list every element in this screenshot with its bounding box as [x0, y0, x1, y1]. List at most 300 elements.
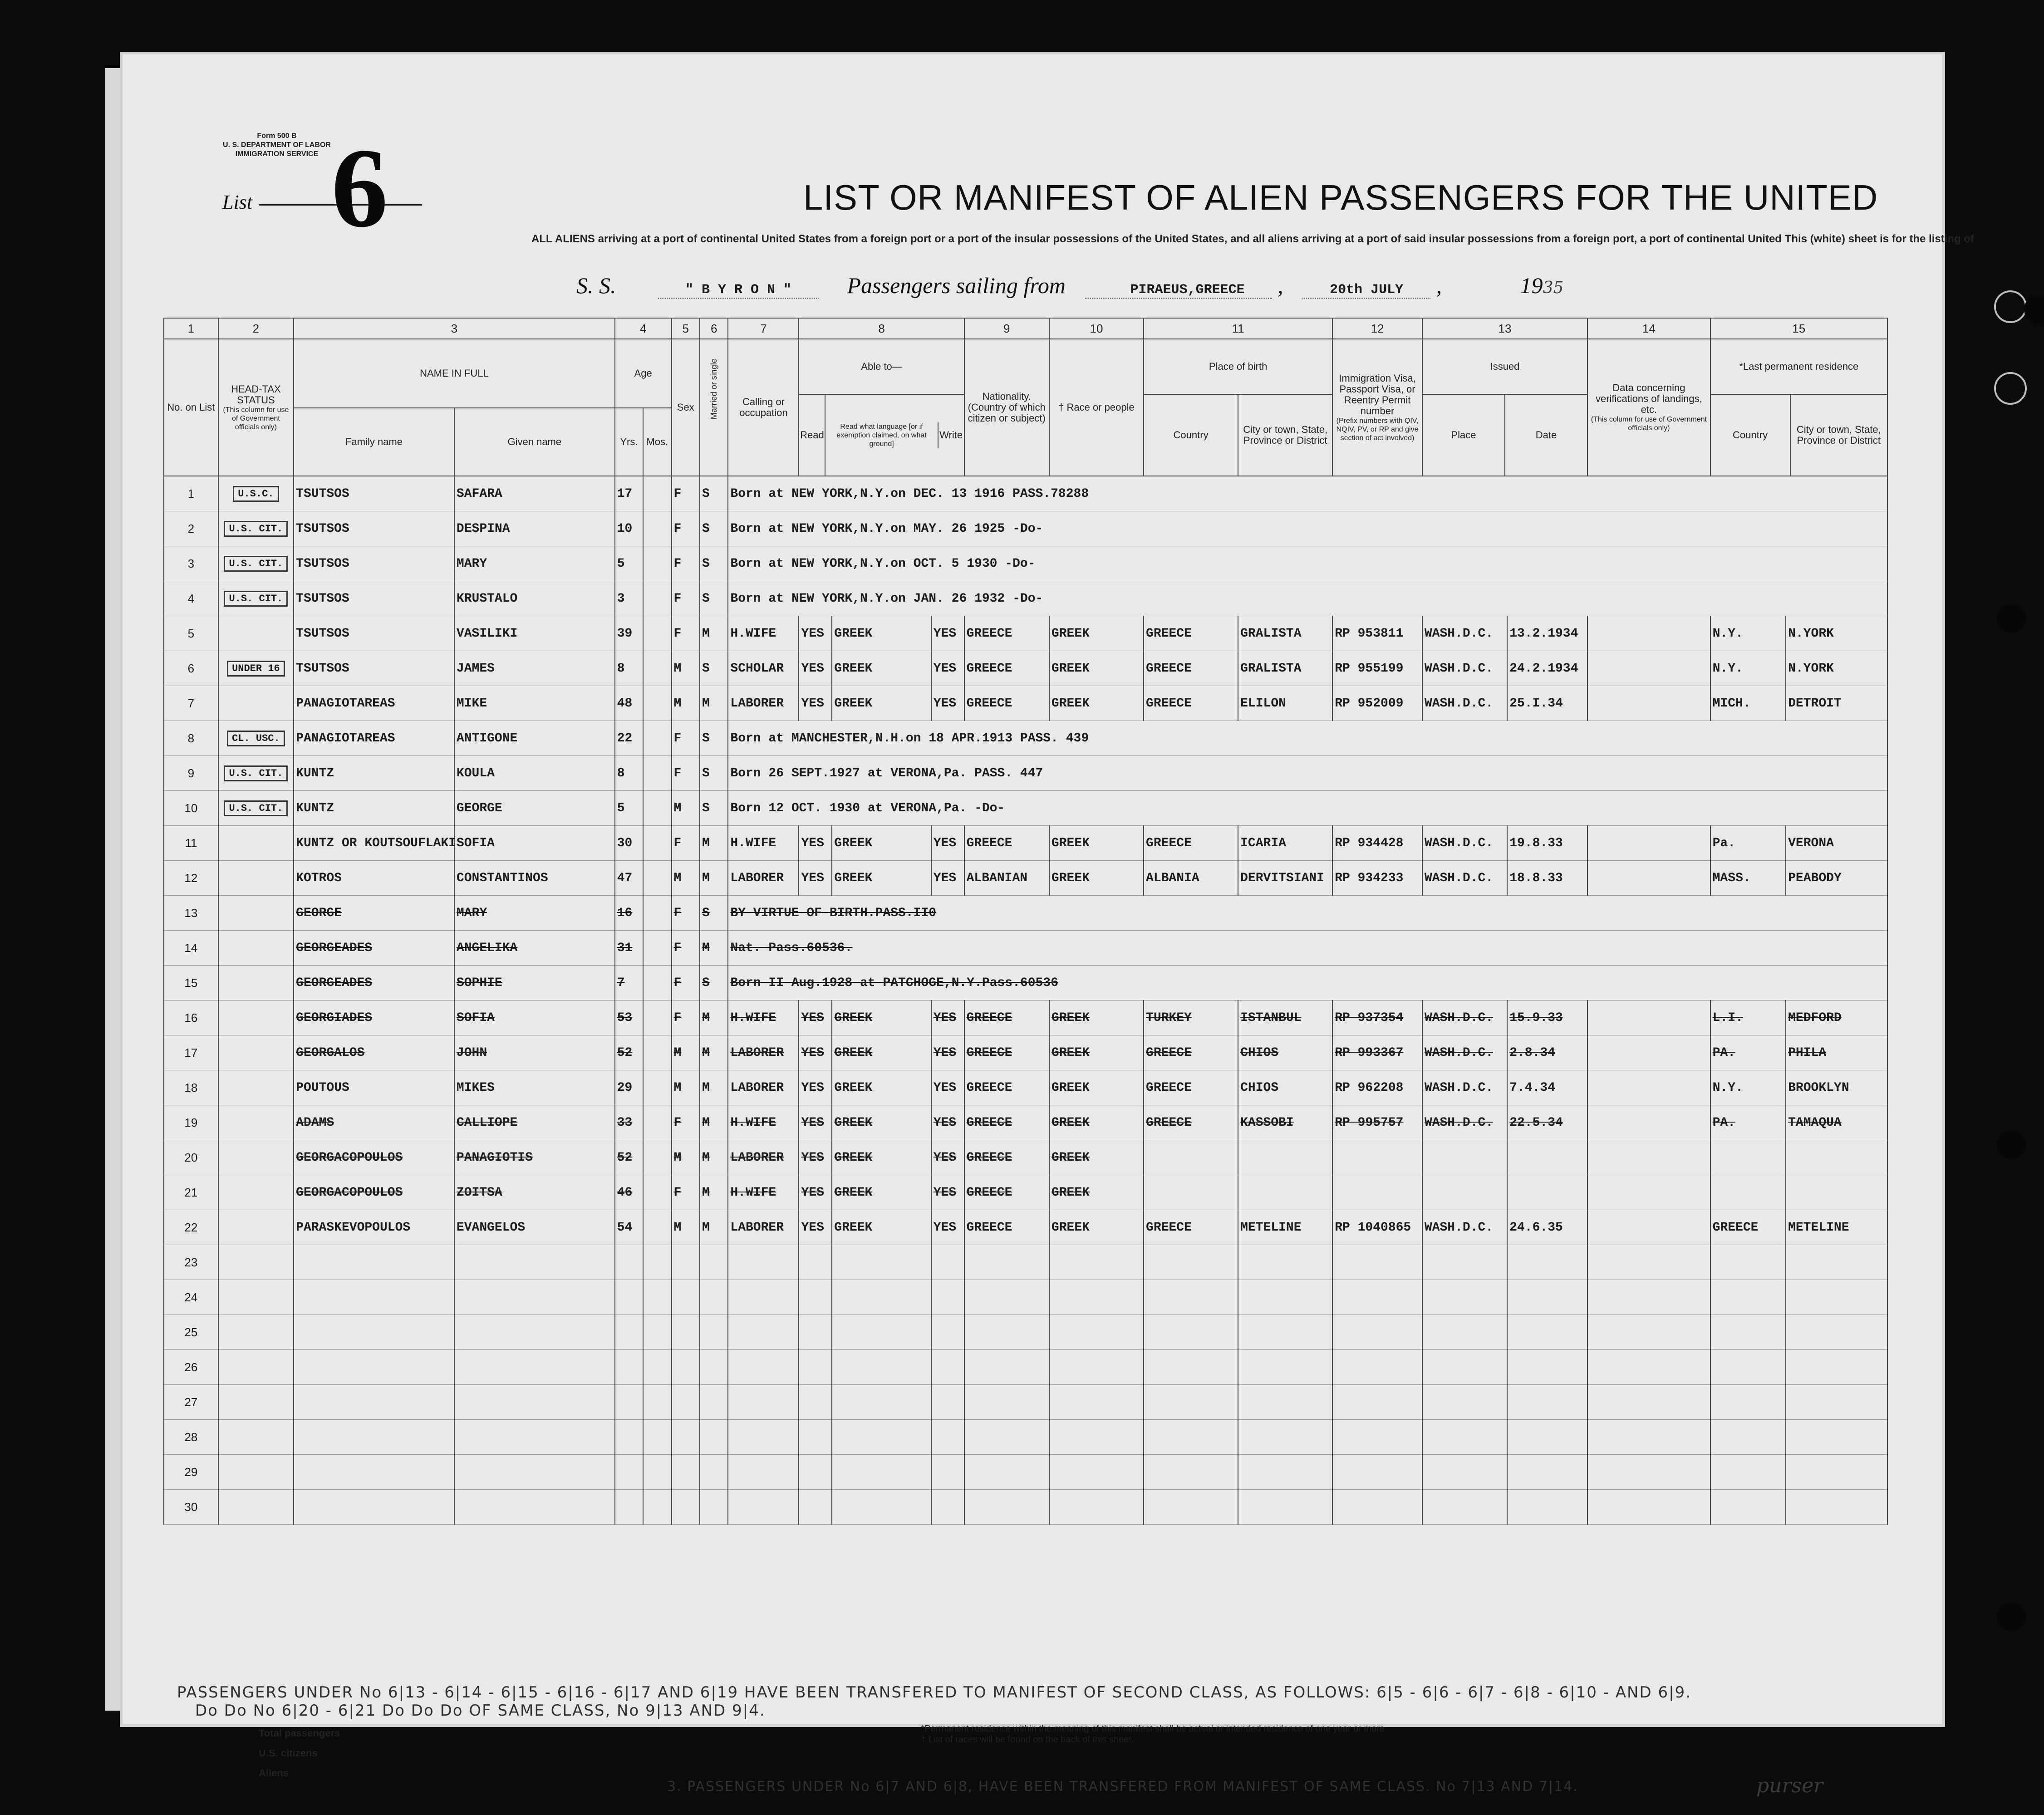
visa-cell: [1332, 1140, 1422, 1175]
language-cell: [832, 1490, 931, 1525]
verification-cell: [1587, 1001, 1710, 1035]
issued-date-label: Date: [1535, 429, 1557, 441]
nationality-cell: GREECE: [964, 826, 1049, 861]
table-row: [164, 826, 1887, 861]
nationality-cell: [964, 1245, 1049, 1280]
header-issued: [1422, 339, 1587, 476]
birth-info-cell: Born 12 OCT. 1930 at VERONA,Pa. -Do-: [728, 791, 1887, 826]
birth-city-cell: [1238, 1140, 1332, 1175]
birth-city-cell: GRALISTA: [1238, 616, 1332, 651]
age-months-cell: [643, 721, 671, 756]
visa-cell: [1332, 1350, 1422, 1385]
visa-cell: [1332, 1175, 1422, 1210]
given-name-cell: VASILIKI: [454, 616, 615, 651]
row-number: 18: [164, 1070, 218, 1105]
age-months-cell: [643, 791, 671, 826]
read-cell: YES: [799, 686, 832, 721]
residence-country-cell: [1710, 1140, 1786, 1175]
verification-cell: [1587, 1455, 1710, 1490]
head-tax-stamp: U.S. CIT.: [224, 765, 288, 781]
issued-date-cell: 13.2.1934: [1507, 616, 1587, 651]
visa-cell: [1332, 1385, 1422, 1420]
visa-label: Immigration Visa, Passport Visa, or Reentry Permit number: [1339, 372, 1416, 417]
row-number: 26: [164, 1350, 218, 1385]
issued-place-label: Place: [1423, 395, 1505, 476]
read-cell: YES: [799, 1175, 832, 1210]
language-cell: GREEK: [832, 1070, 931, 1105]
age-years-cell: 52: [615, 1140, 643, 1175]
occupation-cell: [728, 1350, 799, 1385]
table-row: [164, 616, 1887, 651]
residence-footnote: *Permanent residence within the meaning of this manifest shall be actual or intended residence of one year or more.: [921, 1724, 1387, 1734]
age-years-cell: 17: [615, 476, 643, 511]
ship-prefix: S. S.: [576, 273, 616, 298]
header-verification: [1587, 339, 1710, 476]
issued-place-cell: WASH.D.C.: [1422, 651, 1507, 686]
given-name-cell: [454, 1245, 615, 1280]
nationality-cell: GREECE: [964, 651, 1049, 686]
race-cell: GREEK: [1049, 861, 1144, 896]
language-cell: GREEK: [832, 1105, 931, 1140]
last-residence-label: *Last permanent residence: [1711, 339, 1887, 395]
birth-info-cell: Born at NEW YORK,N.Y.on OCT. 5 1930 -Do-: [728, 546, 1887, 581]
passenger-rows: [164, 476, 1887, 1525]
departure-port: PIRAEUS,GREECE: [1085, 282, 1272, 299]
marital-status-cell: [700, 1245, 728, 1280]
issued-date-cell: 2.8.34: [1507, 1035, 1587, 1070]
issued-date-cell: 19.8.33: [1507, 826, 1587, 861]
sex-cell: [672, 1490, 700, 1525]
read-cell: YES: [799, 616, 832, 651]
family-name-cell: TSUTSOS: [294, 546, 454, 581]
table-row: [164, 1210, 1887, 1245]
given-name-cell: KOULA: [454, 756, 615, 791]
read-cell: YES: [799, 1210, 832, 1245]
binder-hole: [1994, 290, 2027, 323]
verification-cell: [1587, 1385, 1710, 1420]
races-footnote: † List of races will be found on the back of this sheet.: [921, 1735, 1134, 1745]
age-months-cell: [643, 1001, 671, 1035]
visa-cell: RP 952009: [1332, 686, 1422, 721]
marital-status-cell: M: [700, 1140, 728, 1175]
given-name-cell: [454, 1420, 615, 1455]
read-cell: [799, 1455, 832, 1490]
nationality-cell: [964, 1350, 1049, 1385]
row-number: 2: [164, 511, 218, 546]
race-cell: GREEK: [1049, 826, 1144, 861]
row-number: 3: [164, 546, 218, 581]
residence-country-cell: MASS.: [1710, 861, 1786, 896]
verification-cell: [1587, 1140, 1710, 1175]
nationality-cell: ALBANIAN: [964, 861, 1049, 896]
underlying-page-edge: [105, 68, 123, 1711]
birth-info-cell: Born at MANCHESTER,N.H.on 18 APR.1913 PASS. 439: [728, 721, 1887, 756]
manifest-title: LIST OR MANIFEST OF ALIEN PASSENGERS FOR THE UNITED: [803, 177, 1878, 217]
row-number: 12: [164, 861, 218, 896]
read-cell: [799, 1420, 832, 1455]
family-name-cell: GEORGACOPOULOS: [294, 1175, 454, 1210]
head-tax-cell: [218, 511, 294, 546]
issued-place-cell: WASH.D.C.: [1422, 861, 1507, 896]
issued-date-cell: [1507, 1385, 1587, 1420]
residence-country-cell: [1710, 1245, 1786, 1280]
family-name-cell: KUNTZ: [294, 756, 454, 791]
visa-cell: RP 934428: [1332, 826, 1422, 861]
given-name-cell: SAFARA: [454, 476, 615, 511]
age-years-cell: 54: [615, 1210, 643, 1245]
header-able-to: [799, 339, 964, 476]
sex-cell: [672, 1455, 700, 1490]
visa-cell: [1332, 1280, 1422, 1315]
col-number: 12: [1332, 318, 1422, 339]
race-cell: GREEK: [1049, 686, 1144, 721]
age-years-cell: [615, 1350, 643, 1385]
residence-country-cell: [1710, 1315, 1786, 1350]
manifest-footer: [177, 1683, 1902, 1795]
language-cell: [832, 1455, 931, 1490]
purser-signature: purser: [1756, 1774, 1823, 1797]
birth-country-cell: [1144, 1455, 1238, 1490]
residence-country-label: Country: [1711, 395, 1791, 476]
binder-hole: [1997, 1130, 2026, 1159]
birth-city-cell: CHIOS: [1238, 1070, 1332, 1105]
write-cell: YES: [931, 1001, 964, 1035]
age-years-cell: 31: [615, 931, 643, 966]
column-number-row: [164, 318, 1887, 339]
family-name-cell: [294, 1280, 454, 1315]
given-name-cell: [454, 1350, 615, 1385]
marital-status-cell: S: [700, 896, 728, 931]
issued-place-cell: [1422, 1385, 1507, 1420]
read-cell: [799, 1490, 832, 1525]
verification-cell: [1587, 1175, 1710, 1210]
write-cell: [931, 1350, 964, 1385]
birth-info-cell: Born at NEW YORK,N.Y.on JAN. 26 1932 -Do-: [728, 581, 1887, 616]
transfer-note-2: Do Do No 6|20 - 6|21 Do Do Do OF SAME CLASS, No 9|13 AND 9|4.: [195, 1702, 766, 1720]
birth-city-cell: KASSOBI: [1238, 1105, 1332, 1140]
language-cell: [832, 1385, 931, 1420]
table-row: [164, 1350, 1887, 1385]
residence-country-cell: [1710, 1490, 1786, 1525]
given-name-cell: ANGELIKA: [454, 931, 615, 966]
birth-city-cell: [1238, 1490, 1332, 1525]
head-tax-cell: [218, 1490, 294, 1525]
head-tax-cell: [218, 966, 294, 1001]
age-months-cell: [643, 1385, 671, 1420]
write-cell: YES: [931, 861, 964, 896]
year-prefix: 19: [1520, 273, 1543, 298]
family-name-cell: PARASKEVOPOULOS: [294, 1210, 454, 1245]
birth-city-cell: GRALISTA: [1238, 651, 1332, 686]
age-months-cell: [643, 1315, 671, 1350]
sex-cell: [672, 1280, 700, 1315]
sex-cell: M: [672, 1210, 700, 1245]
birth-info-cell: BY VIRTUE OF BIRTH.PASS.II0: [728, 896, 1887, 931]
nationality-cell: GREECE: [964, 1140, 1049, 1175]
age-years-cell: 39: [615, 616, 643, 651]
race-cell: [1049, 1420, 1144, 1455]
verification-cell: [1587, 686, 1710, 721]
birth-city-cell: ELILON: [1238, 686, 1332, 721]
sex-cell: F: [672, 756, 700, 791]
verification-cell: [1587, 1315, 1710, 1350]
write-cell: YES: [931, 1175, 964, 1210]
residence-city-cell: [1786, 1455, 1887, 1490]
occupation-cell: [728, 1245, 799, 1280]
table-row: [164, 1105, 1887, 1140]
issued-place-cell: WASH.D.C.: [1422, 1035, 1507, 1070]
nationality-cell: [964, 1385, 1049, 1420]
table-row: [164, 1035, 1887, 1070]
verification-cell: [1587, 1420, 1710, 1455]
married-label: Married or single: [709, 358, 719, 420]
marital-status-cell: S: [700, 721, 728, 756]
sex-cell: [672, 1245, 700, 1280]
birth-country-cell: GREECE: [1144, 1210, 1238, 1245]
totals-block: [259, 1723, 340, 1783]
form-identifier: [213, 132, 340, 159]
age-months-cell: [643, 756, 671, 791]
age-years-cell: [615, 1245, 643, 1280]
residence-city-cell: [1786, 1350, 1887, 1385]
months-label: Mos.: [646, 436, 668, 447]
issued-date-cell: [1507, 1140, 1587, 1175]
age-years-cell: [615, 1315, 643, 1350]
department-name: U. S. DEPARTMENT OF LABOR: [223, 141, 331, 149]
marital-status-cell: [700, 1350, 728, 1385]
sex-cell: F: [672, 1175, 700, 1210]
birth-country-cell: [1144, 1385, 1238, 1420]
language-cell: GREEK: [832, 1001, 931, 1035]
residence-country-cell: L.I.: [1710, 1001, 1786, 1035]
binder-hole: [1994, 372, 2027, 405]
row-number: 8: [164, 721, 218, 756]
race-cell: GREEK: [1049, 1105, 1144, 1140]
birth-country-cell: [1144, 1490, 1238, 1525]
age-months-cell: [643, 861, 671, 896]
head-tax-cell: [218, 861, 294, 896]
col-number: 5: [672, 318, 700, 339]
residence-city-cell: MEDFORD: [1786, 1001, 1887, 1035]
head-tax-cell: [218, 546, 294, 581]
given-name-cell: MIKE: [454, 686, 615, 721]
occupation-cell: H.WIFE: [728, 1001, 799, 1035]
table-row: [164, 511, 1887, 546]
head-tax-cell: [218, 1070, 294, 1105]
marital-status-cell: M: [700, 1001, 728, 1035]
verification-cell: [1587, 651, 1710, 686]
age-years-cell: [615, 1385, 643, 1420]
sex-cell: F: [672, 896, 700, 931]
age-years-cell: 46: [615, 1175, 643, 1210]
table-row: [164, 1245, 1887, 1280]
read-cell: [799, 1315, 832, 1350]
verification-cell: [1587, 1280, 1710, 1315]
issued-place-cell: [1422, 1280, 1507, 1315]
issued-date-cell: [1507, 1315, 1587, 1350]
family-name-cell: GEORGALOS: [294, 1035, 454, 1070]
birth-city-cell: [1238, 1175, 1332, 1210]
issued-place-cell: WASH.D.C.: [1422, 616, 1507, 651]
birth-country-cell: GREECE: [1144, 1070, 1238, 1105]
given-name-cell: SOPHIE: [454, 966, 615, 1001]
verification-cell: [1587, 616, 1710, 651]
birth-city-cell: [1238, 1455, 1332, 1490]
language-cell: GREEK: [832, 861, 931, 896]
row-number: 5: [164, 616, 218, 651]
visa-cell: [1332, 1315, 1422, 1350]
given-name-cell: [454, 1315, 615, 1350]
family-name-cell: TSUTSOS: [294, 581, 454, 616]
verification-cell: [1587, 1245, 1710, 1280]
marital-status-cell: M: [700, 826, 728, 861]
residence-city-cell: [1786, 1245, 1887, 1280]
write-cell: [931, 1315, 964, 1350]
birth-country-cell: [1144, 1420, 1238, 1455]
visa-cell: [1332, 1420, 1422, 1455]
birth-city-cell: [1238, 1420, 1332, 1455]
family-name-cell: POUTOUS: [294, 1070, 454, 1105]
passenger-table: [163, 318, 1888, 1525]
sex-cell: M: [672, 651, 700, 686]
given-name-cell: PANAGIOTIS: [454, 1140, 615, 1175]
col-number: 7: [728, 318, 799, 339]
birth-country-cell: ALBANIA: [1144, 861, 1238, 896]
head-tax-cell: [218, 1385, 294, 1420]
residence-country-cell: PA.: [1710, 1105, 1786, 1140]
marital-status-cell: [700, 1420, 728, 1455]
col-number: 2: [218, 318, 294, 339]
residence-country-cell: [1710, 1175, 1786, 1210]
marital-status-cell: S: [700, 756, 728, 791]
age-years-cell: [615, 1455, 643, 1490]
sex-cell: F: [672, 476, 700, 511]
table-row: [164, 791, 1887, 826]
age-years-cell: [615, 1280, 643, 1315]
marital-status-cell: S: [700, 476, 728, 511]
age-years-cell: 16: [615, 896, 643, 931]
age-months-cell: [643, 511, 671, 546]
issued-date-cell: [1507, 1490, 1587, 1525]
family-name-cell: TSUTSOS: [294, 476, 454, 511]
residence-country-cell: [1710, 1385, 1786, 1420]
head-tax-cell: [218, 1140, 294, 1175]
age-months-cell: [643, 1070, 671, 1105]
head-tax-cell: [218, 1210, 294, 1245]
issued-place-cell: [1422, 1420, 1507, 1455]
visa-cell: [1332, 1245, 1422, 1280]
verification-cell: [1587, 1210, 1710, 1245]
age-years-cell: 7: [615, 966, 643, 1001]
given-name-cell: SOFIA: [454, 1001, 615, 1035]
header-last-residence: [1710, 339, 1887, 476]
family-name-cell: [294, 1420, 454, 1455]
col-number: 6: [700, 318, 728, 339]
issued-date-cell: [1507, 1175, 1587, 1210]
nationality-cell: GREECE: [964, 1070, 1049, 1105]
residence-city-cell: [1786, 1140, 1887, 1175]
row-number: 24: [164, 1280, 218, 1315]
sex-cell: F: [672, 966, 700, 1001]
sex-cell: F: [672, 721, 700, 756]
col-number: 1: [164, 318, 218, 339]
read-cell: YES: [799, 1105, 832, 1140]
transfer-note-1: PASSENGERS UNDER No 6|13 - 6|14 - 6|15 - 6|16 - 6|17 AND 6|19 HAVE BEEN TRANSFERED TO MANIFEST OF SECOND CLASS, AS FOLLOWS: 6|5 - 6|6 - 6|7 - 6|8 - 6|10 - AND 6|9.: [177, 1683, 1691, 1702]
header-place-of-birth: [1144, 339, 1332, 476]
occupation-cell: [728, 1455, 799, 1490]
birth-city-cell: DERVITSIANI: [1238, 861, 1332, 896]
head-tax-cell: [218, 581, 294, 616]
age-months-cell: [643, 1105, 671, 1140]
table-row: [164, 1070, 1887, 1105]
race-cell: [1049, 1455, 1144, 1490]
marital-status-cell: M: [700, 616, 728, 651]
given-name-cell: [454, 1490, 615, 1525]
occupation-cell: [728, 1280, 799, 1315]
write-cell: YES: [931, 616, 964, 651]
birth-city-cell: [1238, 1245, 1332, 1280]
age-months-cell: [643, 896, 671, 931]
residence-city-cell: N.YORK: [1786, 616, 1887, 651]
place-of-birth-label: Place of birth: [1144, 339, 1332, 395]
us-citizens-label: U.S. citizens: [259, 1747, 318, 1759]
header-head-tax: [218, 339, 294, 476]
head-tax-cell: [218, 651, 294, 686]
row-number: 15: [164, 966, 218, 1001]
issued-place-cell: WASH.D.C.: [1422, 826, 1507, 861]
given-name-cell: [454, 1280, 615, 1315]
issued-date-cell: 18.8.33: [1507, 861, 1587, 896]
race-cell: GREEK: [1049, 616, 1144, 651]
col-number: 11: [1144, 318, 1332, 339]
marital-status-cell: M: [700, 931, 728, 966]
table-row: [164, 1001, 1887, 1035]
age-months-cell: [643, 1175, 671, 1210]
nationality-cell: GREECE: [964, 1001, 1049, 1035]
age-years-cell: 33: [615, 1105, 643, 1140]
col-number: 4: [615, 318, 672, 339]
residence-city-label: City or town, State, Province or District: [1796, 424, 1881, 446]
age-months-cell: [643, 1035, 671, 1070]
visa-cell: RP 955199: [1332, 651, 1422, 686]
residence-city-cell: METELINE: [1786, 1210, 1887, 1245]
family-name-cell: GEORGEADES: [294, 966, 454, 1001]
birth-country-cell: GREECE: [1144, 616, 1238, 651]
write-cell: [931, 1245, 964, 1280]
read-cell: [799, 1385, 832, 1420]
table-row: [164, 476, 1887, 511]
occupation-cell: LABORER: [728, 861, 799, 896]
row-number: 14: [164, 931, 218, 966]
given-name-cell: JAMES: [454, 651, 615, 686]
write-cell: YES: [931, 826, 964, 861]
issued-date-cell: [1507, 1455, 1587, 1490]
header-married: [700, 339, 728, 476]
residence-city-cell: [1786, 1490, 1887, 1525]
race-cell: GREEK: [1049, 1070, 1144, 1105]
race-cell: [1049, 1490, 1144, 1525]
race-cell: GREEK: [1049, 1210, 1144, 1245]
head-tax-cell: [218, 931, 294, 966]
manifest-subtitle: ALL ALIENS arriving at a port of continental United States from a foreign port or a port of the insular possessions of the United States, and all aliens arriving at a port of said insular possessions from a foreign port, a port of continental United This (white) sheet is for the listing of: [531, 233, 1974, 245]
read-cell: [799, 1245, 832, 1280]
given-name-cell: SOFIA: [454, 826, 615, 861]
marital-status-cell: S: [700, 651, 728, 686]
occupation-cell: H.WIFE: [728, 1175, 799, 1210]
age-years-cell: [615, 1420, 643, 1455]
verification-cell: [1587, 861, 1710, 896]
age-months-cell: [643, 686, 671, 721]
